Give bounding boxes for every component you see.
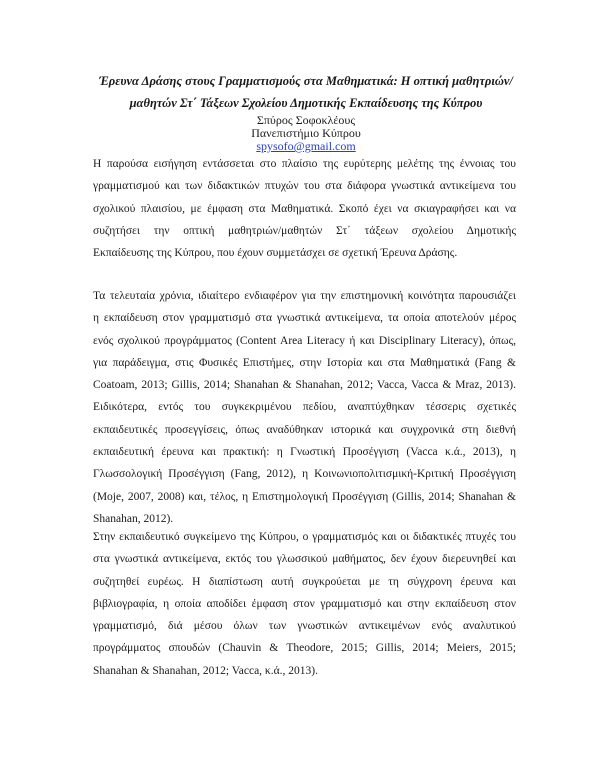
text-line: η εκπαίδευση στον γραμματισμό στα γνωστικά αντικείμενα, τα οποία αποτελούν μέρος [93, 312, 516, 325]
text-line: Γλωσσολογική Προσέγγιση (Fang, 2012), η Κοινωνιοπολιτισμική-Κριτική Προσέγγιση [93, 468, 516, 481]
author-email-link[interactable]: spysofo@gmail.com [256, 139, 356, 153]
text-line: Τα τελευταία χρόνια, ιδιαίτερο ενδιαφέρον για την επιστημονική κοινότητα παρουσιάζει [93, 290, 516, 302]
text-line: Η παρούσα εισήγηση εντάσσεται στο πλαίσιο της ευρύτερης μελέτης της έννοιας του [93, 158, 516, 170]
text-line: Coatoam, 2013; Gillis, 2014; Shanahan & Shanahan, 2012; Vacca, Vacca & Mraz, 2013). [93, 379, 516, 392]
text-line: γραμματισμού και των διδακτικών πτυχών του στα διάφορα γνωστικά αντικείμενα του [93, 180, 516, 193]
paper-title [96, 70, 516, 114]
text-line: ενός σχολικού προγράμματος (Content Area Literacy ή και Disciplinary Literacy), όπως, [93, 334, 516, 347]
paragraph-background [93, 285, 516, 530]
author-block [96, 114, 516, 153]
text-line: εκπαιδευτικές προσεγγίσεις, όπως αναδύθηκαν ιστορικά και συγχρονικά στη διεθνή [93, 423, 516, 436]
text-line: Στην εκπαιδευτικό συγκείμενο της Κύπρου, ο γραμματισμός και οι διδακτικές πτυχές του [93, 531, 516, 543]
text-line: Shanahan, 2012). [93, 512, 174, 525]
text-line: για παράδειγμα, στις Φυσικές Επιστήμες, στην Ιστορία και στα Μαθηματικά (Fang & [93, 356, 516, 369]
title-line: μαθητών Στ΄ Τάξεων Σχολείου Δημοτικής Εκπαίδευσης της Κύπρου [129, 96, 483, 110]
text-line: συζητηθεί ευρέως. Η διαπίστωση αυτή συγκρούεται με τη σύγχρονη έρευνα και [93, 575, 516, 588]
author-affiliation: Πανεπιστήμιο Κύπρου [251, 126, 361, 140]
author-name: Σπύρος Σοφοκλέους [256, 113, 356, 127]
text-line: (Moje, 2007, 2008) και, τέλος, η Επιστημολογική Προσέγγιση (Gillis, 2014; Shanahan & [93, 490, 516, 503]
text-line: Ειδικότερα, εντός του συγκεκριμένου πεδίου, αναπτύχθηκαν τέσσερις σχετικές [93, 401, 516, 414]
text-line: σχολικού πλαισίου, με έμφαση στα Μαθηματικά. Σκοπό έχει να σκιαγραφήσει και να [93, 202, 516, 215]
paragraph-cyprus-context [93, 526, 516, 682]
text-line: γραμματισμό, διά μέσου όλων των γνωστικών αντικειμένων ενός αναλυτικού [93, 620, 516, 633]
text-line: εκπαιδευτική έρευνα και πρακτική: η Γνωστική Προσέγγιση (Vacca κ.ά., 2013), η [93, 446, 516, 459]
text-line: Εκπαίδευσης της Κύπρου, που έχουν συμμετάσχει σε σχετική Έρευνα Δράσης. [93, 247, 458, 260]
text-line: βιβλιογραφία, η οποία αποδίδει έμφαση στον γραμματισμό και στην εκπαίδευση στον [93, 597, 516, 610]
text-line: προγράμματος σπουδών (Chauvin & Theodore, 2015; Gillis, 2014; Meiers, 2015; [93, 642, 516, 655]
paragraph-abstract [93, 153, 516, 264]
text-line: στα γνωστικά αντικείμενα, εκτός του γλωσσικού μαθήματος, δεν έχουν διερευνηθεί και [93, 553, 516, 566]
text-line: συζητήσει την οπτική μαθητριών/μαθητών Στ΄ τάξεων σχολείου Δημοτικής [93, 224, 516, 237]
title-line: Έρευνα Δράσης στους Γραμματισμούς στα Μαθηματικά: Η οπτική μαθητριών/ [99, 74, 513, 88]
text-line: Shanahan & Shanahan, 2012; Vacca, κ.ά., 2013). [93, 664, 318, 677]
